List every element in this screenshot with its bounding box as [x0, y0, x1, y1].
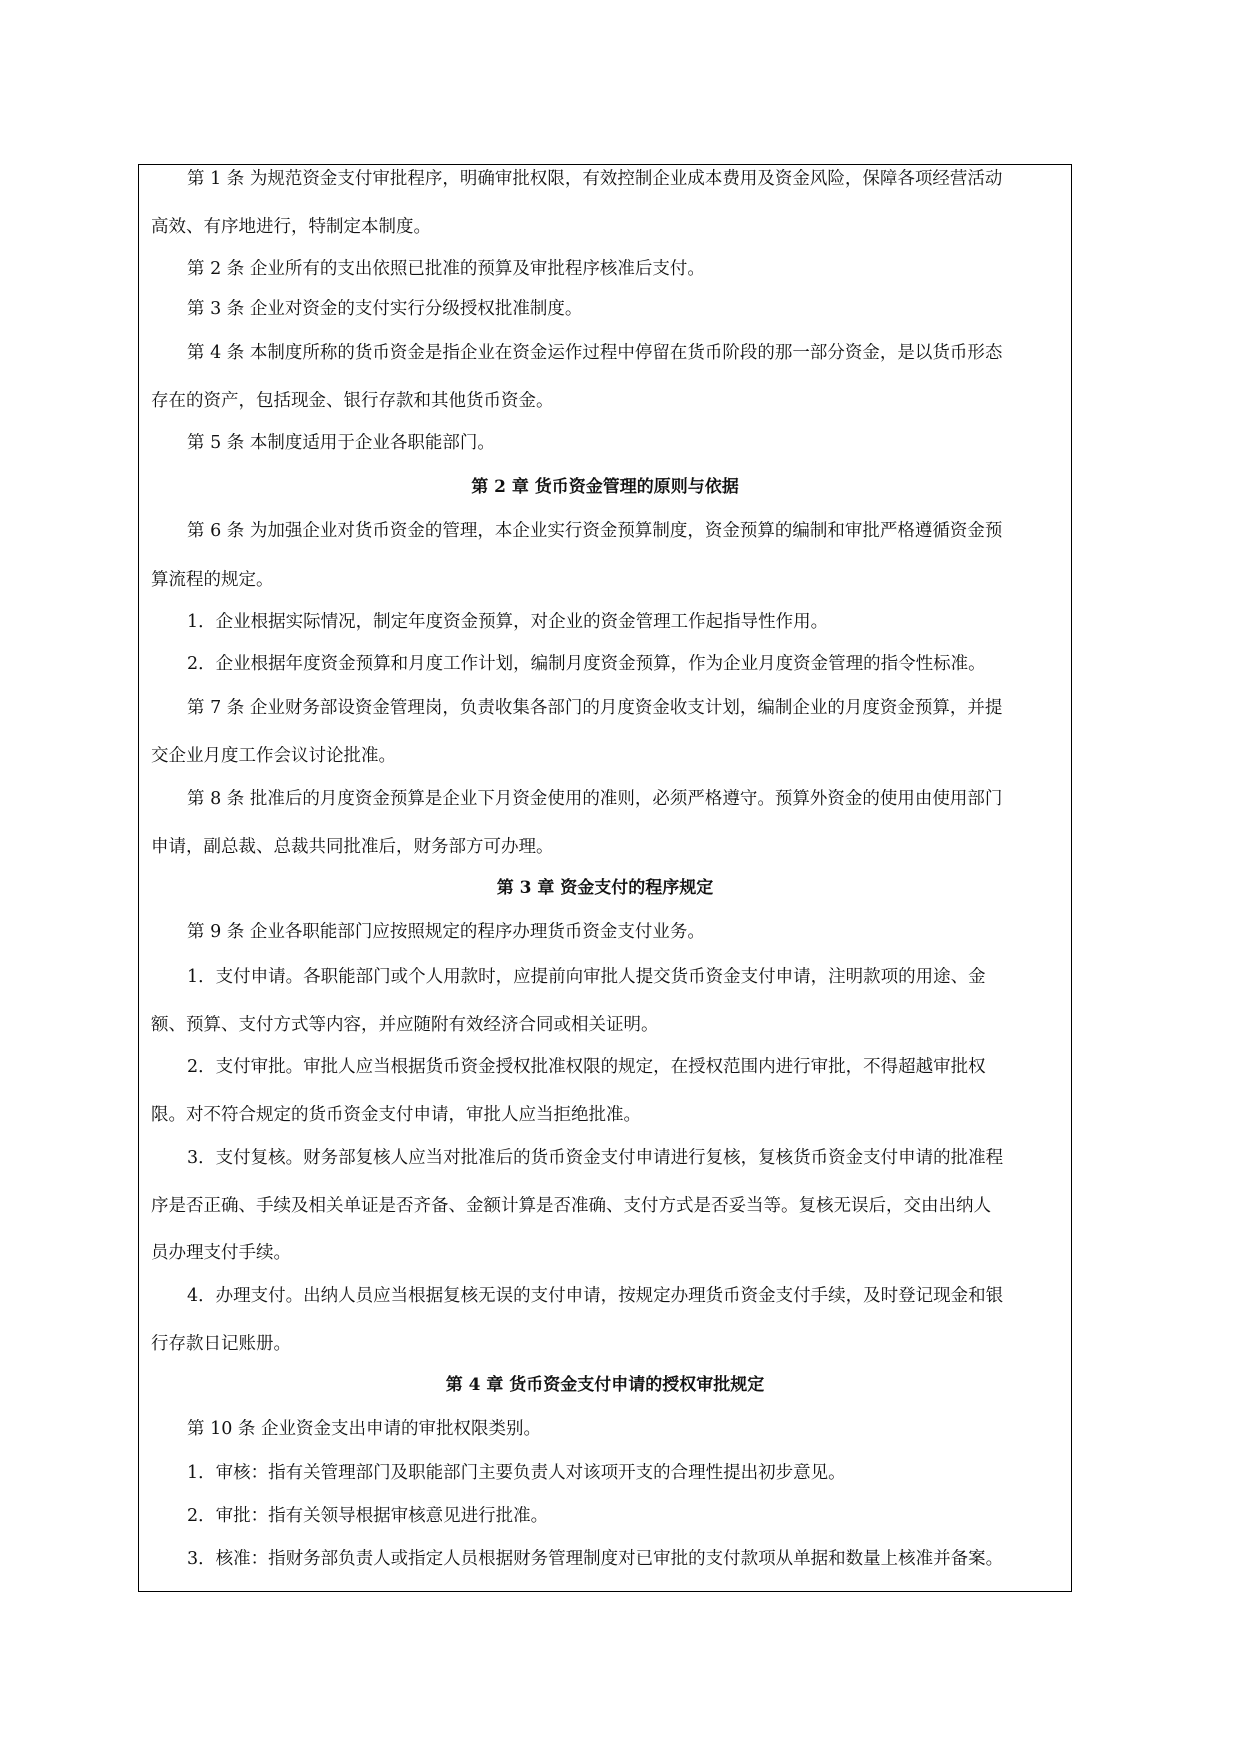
article-9-item-3-line-3: 员办理支付手续。	[151, 1243, 291, 1263]
article-10-item-1: 1．审核：指有关管理部门及职能部门主要负责人对该项开支的合理性提出初步意见。	[187, 1463, 846, 1483]
article-9-item-3-line-1: 3．支付复核。财务部复核人应当对批准后的货币资金支付申请进行复核，复核货币资金支付申请的批准程	[187, 1148, 1004, 1168]
article-10: 第 10 条 企业资金支出申请的审批权限类别。	[187, 1419, 541, 1439]
article-10-item-2: 2．审批：指有关领导根据审核意见进行批准。	[187, 1506, 549, 1526]
chapter-2-heading: 第 2 章 货币资金管理的原则与依据	[471, 477, 739, 497]
article-5: 第 5 条 本制度适用于企业各职能部门。	[187, 433, 495, 453]
article-9: 第 9 条 企业各职能部门应按照规定的程序办理货币资金支付业务。	[187, 922, 705, 942]
article-8-line-1: 第 8 条 批准后的月度资金预算是企业下月资金使用的准则，必须严格遵守。预算外资金的使用由使用部门	[187, 789, 1003, 809]
article-10-item-3: 3．核准：指财务部负责人或指定人员根据财务管理制度对已审批的支付款项从单据和数量上核准并备案。	[187, 1549, 1004, 1569]
chapter-3-heading: 第 3 章 资金支付的程序规定	[496, 878, 714, 898]
article-6-item-1: 1．企业根据实际情况，制定年度资金预算，对企业的资金管理工作起指导性作用。	[187, 612, 829, 632]
article-9-item-1-line-1: 1．支付申请。各职能部门或个人用款时，应提前向审批人提交货币资金支付申请，注明款项的用途、金	[187, 967, 986, 987]
article-1-line-2: 高效、有序地进行，特制定本制度。	[151, 217, 431, 237]
article-6-item-2: 2．企业根据年度资金预算和月度工作计划，编制月度资金预算，作为企业月度资金管理的指令性标准。	[187, 654, 986, 674]
article-7-line-2: 交企业月度工作会议讨论批准。	[151, 746, 396, 766]
article-2: 第 2 条 企业所有的支出依照已批准的预算及审批程序核准后支付。	[187, 259, 705, 279]
article-8-line-2: 申请，副总裁、总裁共同批准后，财务部方可办理。	[151, 837, 554, 857]
article-4-line-1: 第 4 条 本制度所称的货币资金是指企业在资金运作过程中停留在货币阶段的那一部分资金，是以货币形态	[187, 343, 1003, 363]
article-9-item-4-line-2: 行存款日记账册。	[151, 1334, 291, 1354]
article-6-line-2: 算流程的规定。	[151, 570, 274, 590]
article-1-line-1: 第 1 条 为规范资金支付审批程序，明确审批权限，有效控制企业成本费用及资金风险，保障各项经营活动	[187, 169, 1003, 189]
article-9-item-2-line-2: 限。对不符合规定的货币资金支付申请，审批人应当拒绝批准。	[151, 1105, 641, 1125]
article-6-line-1: 第 6 条 为加强企业对货币资金的管理，本企业实行资金预算制度，资金预算的编制和审批严格遵循资金预	[187, 521, 1003, 541]
article-4-line-2: 存在的资产，包括现金、银行存款和其他货币资金。	[151, 391, 554, 411]
article-9-item-2-line-1: 2．支付审批。审批人应当根据货币资金授权批准权限的规定，在授权范围内进行审批，不得超越审批权	[187, 1057, 986, 1077]
article-9-item-1-line-2: 额、预算、支付方式等内容，并应随附有效经济合同或相关证明。	[151, 1015, 659, 1035]
article-3: 第 3 条 企业对资金的支付实行分级授权批准制度。	[187, 299, 583, 319]
article-9-item-3-line-2: 序是否正确、手续及相关单证是否齐备、金额计算是否准确、支付方式是否妥当等。复核无误后，交由出纳人	[151, 1196, 991, 1216]
article-7-line-1: 第 7 条 企业财务部设资金管理岗，负责收集各部门的月度资金收支计划，编制企业的月度资金预算，并提	[187, 698, 1003, 718]
article-9-item-4-line-1: 4．办理支付。出纳人员应当根据复核无误的支付申请，按规定办理货币资金支付手续，及时登记现金和银	[187, 1286, 1004, 1306]
chapter-4-heading: 第 4 章 货币资金支付申请的授权审批规定	[445, 1375, 765, 1395]
